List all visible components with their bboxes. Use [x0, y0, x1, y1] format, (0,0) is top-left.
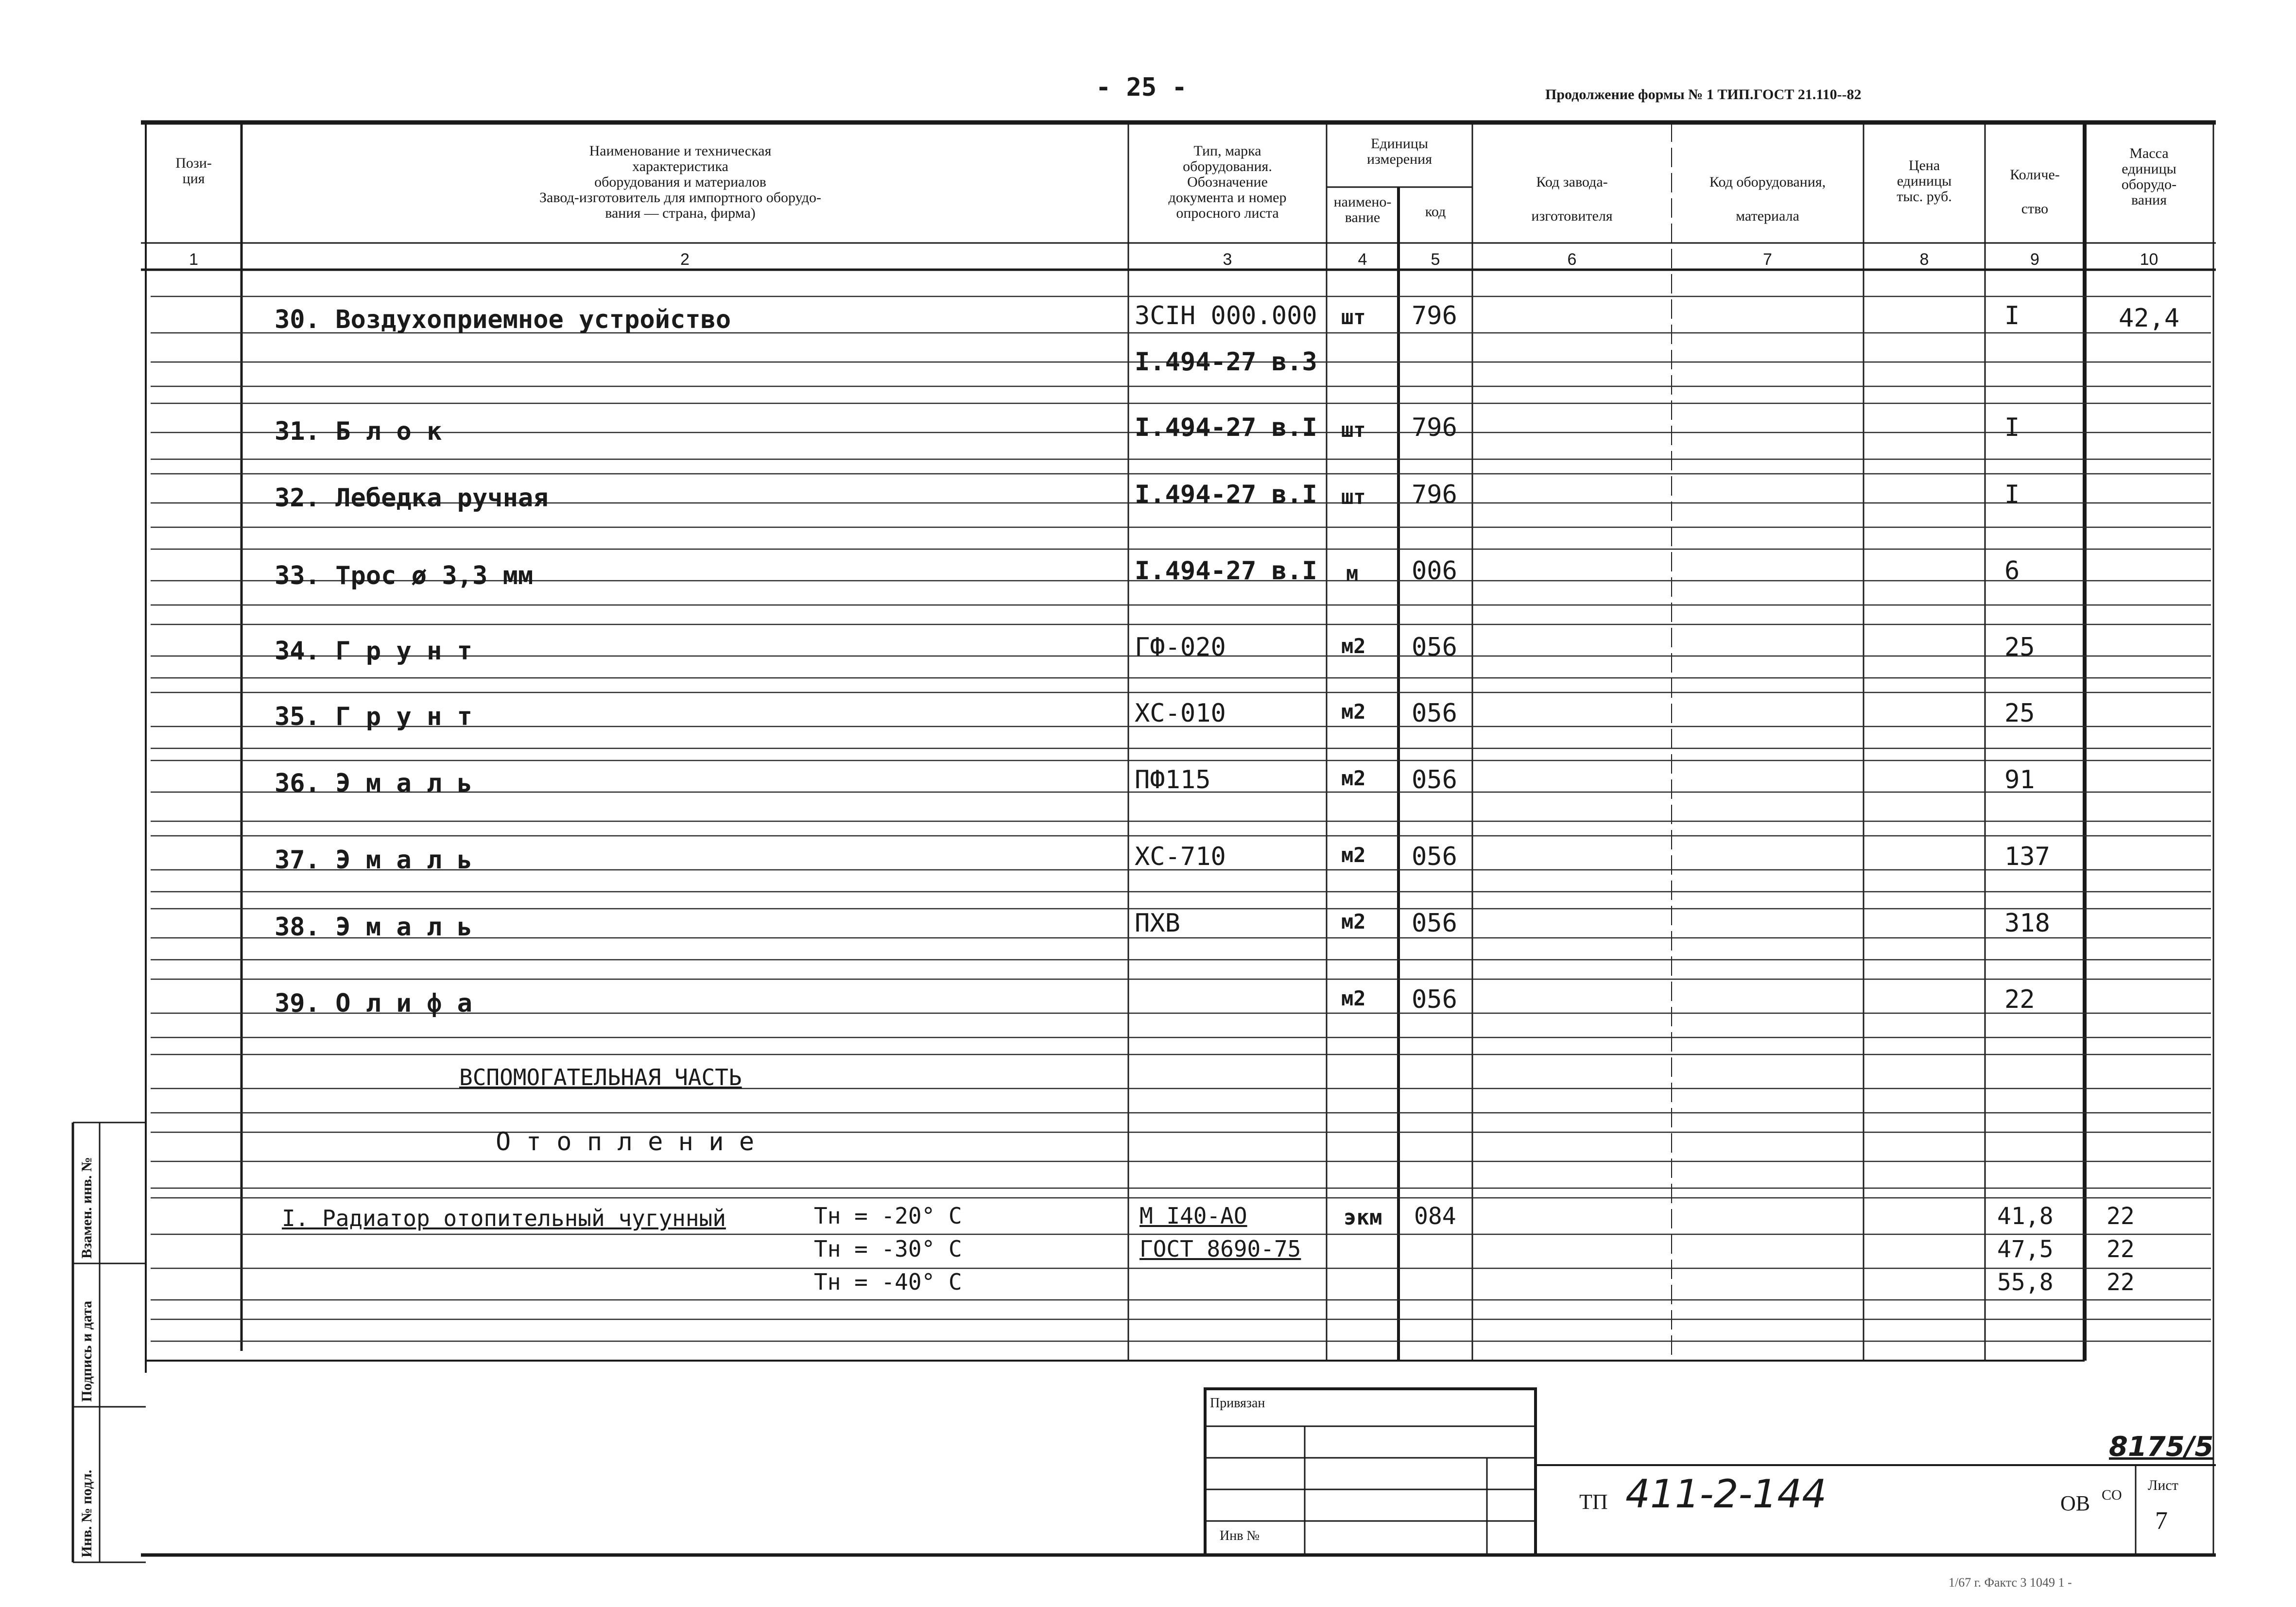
row-code: 056 — [1412, 765, 1457, 795]
colnum-10: 10 — [2140, 250, 2158, 269]
row-code: 796 — [1412, 301, 1457, 330]
radiator-mass-1: 22 — [2106, 1203, 2135, 1230]
radiator-temp-2: Тн = -30° С — [814, 1236, 962, 1262]
colnum-8: 8 — [1919, 250, 1929, 269]
row-type: ПФ115 — [1135, 765, 1211, 795]
radiator-temp-1: Тн = -20° С — [814, 1203, 962, 1229]
header-price: Цена единицы тыс. руб. — [1897, 157, 1952, 205]
tp-number: 411-2-144 — [1625, 1471, 1827, 1517]
stamp-ov: ОВ — [2060, 1491, 2090, 1515]
radiator-temp-3: Тн = -40° С — [814, 1269, 962, 1295]
row-unit: м2 — [1341, 766, 1366, 790]
stamp-inv: Инв № — [1220, 1528, 1260, 1543]
row-type: I.494-27 в.I — [1135, 480, 1317, 509]
row-unit: м2 — [1341, 986, 1366, 1010]
radiator-mass-3: 22 — [2106, 1269, 2135, 1296]
row-qty: 22 — [2004, 985, 2035, 1014]
header-name: Наименование и техническая характеристика оборудования и материалов Завод-изготовитель для импортного оборудо- вания — страна, фирма) — [539, 143, 821, 221]
radiator-unit: экм — [1344, 1205, 1382, 1230]
row-code: 006 — [1412, 556, 1457, 586]
row-code: 056 — [1412, 985, 1457, 1014]
row-code: 056 — [1412, 842, 1457, 871]
radiator-name: I. Радиатор отопительный чугунный — [282, 1205, 726, 1231]
subsection-title: О т о п л е н и е — [496, 1127, 755, 1157]
row-unit: шт — [1341, 305, 1366, 329]
radiator-standard: ГОСТ 8690-75 — [1139, 1236, 1301, 1262]
side-label-signature: Подпись и дата — [79, 1300, 95, 1402]
colnum-2: 2 — [680, 250, 690, 269]
row-name: 36. Э м а л ь — [275, 769, 472, 798]
doc-code: 8175/5 — [2109, 1431, 2214, 1463]
row-qty: 25 — [2004, 633, 2035, 662]
header-unit-code: код — [1425, 204, 1446, 220]
radiator-qty-2: 47,5 — [1997, 1236, 2054, 1263]
row-code: 796 — [1412, 480, 1457, 509]
row-code: 056 — [1412, 699, 1457, 728]
row-code: 056 — [1412, 633, 1457, 662]
row-qty: 6 — [2004, 556, 2020, 586]
sheet-number: 7 — [2155, 1507, 2168, 1535]
row-unit: шт — [1341, 418, 1366, 442]
row-unit: м2 — [1341, 843, 1366, 867]
row-name: 30. Воздухоприемное устройство — [275, 305, 731, 334]
header-position: Пози- ция — [175, 155, 212, 187]
footer-print-info: 1/67 г. Фактс 3 1049 1 - — [1949, 1575, 2072, 1590]
section-title: ВСПОМОГАТЕЛЬНАЯ ЧАСТЬ — [459, 1064, 742, 1090]
row-unit: шт — [1341, 485, 1366, 509]
row-name: 38. Э м а л ь — [275, 913, 472, 942]
row-name: 31. Б л о к — [275, 417, 442, 446]
colnum-6: 6 — [1567, 250, 1577, 269]
row-qty: 137 — [2004, 842, 2050, 871]
row-type: ПХВ — [1135, 909, 1180, 938]
header-quantity: Количе- ство — [2010, 167, 2060, 217]
row-type: I.494-27 в.I — [1135, 413, 1317, 442]
row-qty: 25 — [2004, 699, 2035, 728]
row-name: 33. Трос ø 3,3 мм — [275, 561, 534, 590]
row-qty: I — [2004, 301, 2020, 330]
colnum-7: 7 — [1763, 250, 1772, 269]
radiator-qty-1: 41,8 — [1997, 1203, 2054, 1230]
stamp-co: СО — [2102, 1487, 2122, 1503]
page-number: - 25 - — [1096, 73, 1187, 102]
row-type: 3СIН 000.000 — [1135, 301, 1317, 330]
row-name: 35. Г р у н т — [275, 702, 472, 731]
row-code: 056 — [1412, 909, 1457, 938]
header-units: Единицы измерения — [1366, 136, 1432, 167]
row-name: 37. Э м а л ь — [275, 846, 472, 875]
side-label-replace: Взамен. инв. № — [79, 1157, 95, 1259]
radiator-type: М I40-АО — [1139, 1203, 1247, 1229]
row-qty: I — [2004, 413, 2020, 442]
row-unit: м — [1346, 561, 1359, 585]
row-name: 32. Лебедка ручная — [275, 484, 549, 513]
radiator-code: 084 — [1414, 1203, 1456, 1230]
colnum-9: 9 — [2030, 250, 2039, 269]
row-qty: 91 — [2004, 765, 2035, 795]
colnum-5: 5 — [1431, 250, 1440, 269]
row-unit: м2 — [1341, 910, 1366, 933]
row-unit: м2 — [1341, 700, 1366, 724]
radiator-mass-2: 22 — [2106, 1236, 2135, 1263]
row-qty: I — [2004, 480, 2020, 509]
row-type: ХС-710 — [1135, 842, 1226, 871]
side-label-inv: Инв. № подл. — [79, 1469, 95, 1557]
row-name: 39. О л и ф а — [275, 989, 472, 1018]
colnum-3: 3 — [1223, 250, 1232, 269]
row-qty: 318 — [2004, 909, 2050, 938]
radiator-qty-3: 55,8 — [1997, 1269, 2054, 1296]
row-name: 34. Г р у н т — [275, 637, 472, 666]
header-type: Тип, марка оборудования. Обозначение документа и номер опросного листа — [1168, 143, 1287, 221]
header-factory-code: Код завода- изготовителя — [1531, 174, 1613, 224]
header-equipment-code: Код оборудования, материала — [1709, 174, 1826, 224]
stamp-privyazan: Привязан — [1210, 1396, 1265, 1411]
sheet-label: Лист — [2148, 1477, 2178, 1493]
row-type: I.494-27 в.3 — [1135, 347, 1317, 377]
tp-prefix: ТП — [1579, 1490, 1608, 1514]
row-code: 796 — [1412, 413, 1457, 442]
row-unit: м2 — [1341, 634, 1366, 658]
row-type: ХС-010 — [1135, 699, 1226, 728]
row-mass: 42,4 — [2119, 304, 2180, 333]
header-unit-name: наимено- вание — [1333, 194, 1392, 225]
row-type: I.494-27 в.I — [1135, 556, 1317, 586]
header-mass: Масса единицы оборудо- вания — [2121, 145, 2177, 208]
form-caption: Продолжение формы № 1 ТИП.ГОСТ 21.110--82 — [1545, 86, 1862, 103]
colnum-4: 4 — [1358, 250, 1367, 269]
colnum-1: 1 — [189, 250, 198, 269]
row-type: ГФ-020 — [1135, 633, 1226, 662]
